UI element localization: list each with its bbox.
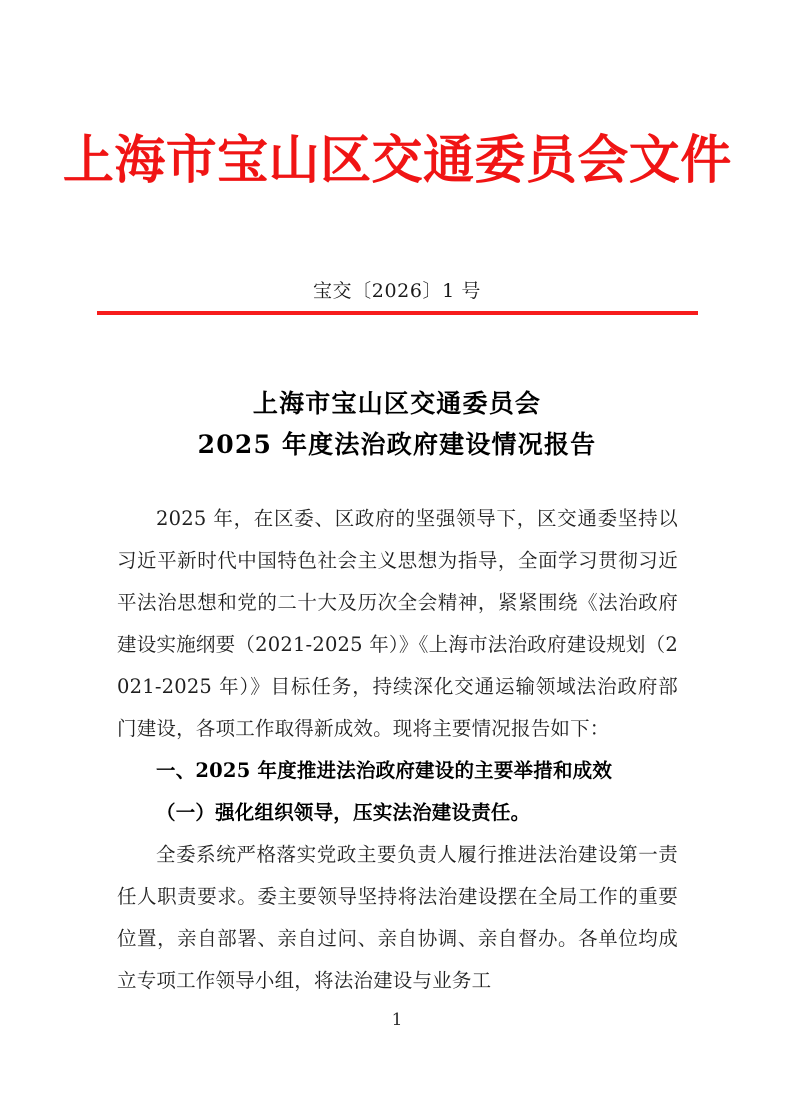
masthead-title: 上海市宝山区交通委员会文件	[62, 130, 732, 191]
page-number-row	[0, 1010, 794, 1030]
document-body	[117, 498, 678, 1002]
subsection-heading-1: （一）强化组织领导，压实法治建设责任。	[156, 801, 531, 824]
page-number: 1	[391, 1010, 403, 1030]
body-paragraph-2: 全委系统严格落实党政主要负责人履行推进法治建设第一责任人职责要求。委主要领导坚持将法治建设摆在全局工作的重要位置，亲自部署、亲自过问、亲自协调、亲自督办。各单位均成立专项工作领导小组，将法治建设与业务工	[117, 843, 678, 992]
document-title	[60, 383, 734, 465]
body-paragraph-1: 2025 年，在区委、区政府的坚强领导下，区交通委坚持以习近平新时代中国特色社会主义思想为指导，全面学习贯彻习近平法治思想和党的二十大及历次全会精神，紧紧围绕《法治政府建设实施纲要（2021-2025 年）》《上海市法治政府建设规划（2021-2025 年）》目标任务，持续深化交通运输领域法治政府部门建设，各项工作取得新成效。现将主要情况报告如下：	[117, 507, 678, 740]
red-separator-rule	[97, 311, 698, 315]
doc-number-row	[0, 278, 794, 305]
masthead	[0, 132, 794, 190]
document-title-line-1: 上海市宝山区交通委员会	[252, 389, 542, 418]
doc-number: 宝交〔2026〕1 号	[312, 280, 482, 302]
document-title-line-2: 2025 年度法治政府建设情况报告	[197, 430, 597, 459]
section-heading-1: 一、2025 年度推进法治政府建设的主要举措和成效	[156, 759, 613, 782]
